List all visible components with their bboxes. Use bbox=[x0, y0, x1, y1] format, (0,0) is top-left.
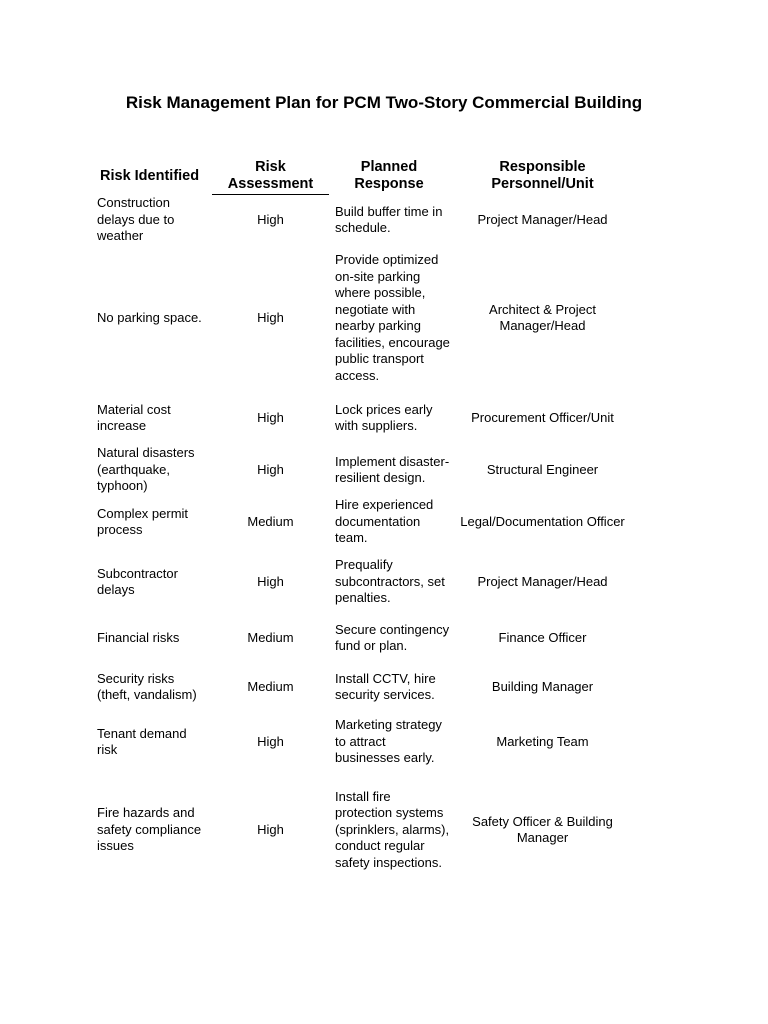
assessment-cell: High bbox=[257, 461, 284, 477]
risk-cell: Construction delays due to weather bbox=[97, 195, 175, 244]
table-row bbox=[92, 195, 652, 245]
table-row bbox=[92, 400, 652, 436]
response-cell: Build buffer time in schedule. bbox=[335, 203, 443, 235]
response-cell: Implement disaster-resilient design. bbox=[335, 453, 450, 485]
table-row bbox=[92, 661, 652, 713]
header-risk-identified: Risk Identified bbox=[100, 168, 200, 184]
personnel-cell: Building Manager bbox=[491, 678, 594, 694]
personnel-cell: Marketing Team bbox=[496, 733, 589, 749]
table-row bbox=[92, 612, 652, 664]
response-cell: Provide optimized on-site parking where possible, negotiate with nearby parking facilities, encourage public transport access. bbox=[335, 252, 450, 383]
response-cell: Install fire protection systems (sprinklers, alarms), conduct regular safety inspections. bbox=[335, 788, 450, 870]
personnel-cell: Procurement Officer/Unit bbox=[471, 409, 614, 425]
assessment-cell: High bbox=[257, 409, 284, 425]
risk-cell: Complex permit process bbox=[97, 505, 189, 537]
header-planned-response: Planned Response bbox=[354, 159, 424, 192]
response-cell: Hire experienced documentation team. bbox=[335, 497, 434, 546]
table-row bbox=[92, 771, 652, 889]
response-cell: Marketing strategy to attract businesses early. bbox=[335, 717, 442, 766]
response-cell: Lock prices early with suppliers. bbox=[335, 401, 433, 433]
risk-cell: Natural disasters (earthquake, typhoon) bbox=[97, 445, 195, 494]
response-cell: Install CCTV, hire security services. bbox=[335, 670, 436, 702]
response-cell: Prequalify subcontractors, set penalties. bbox=[335, 557, 445, 606]
response-cell: Secure contingency fund or plan. bbox=[335, 621, 450, 653]
table-row bbox=[92, 716, 652, 768]
personnel-cell: Architect & Project Manager/Head bbox=[489, 301, 596, 333]
assessment-cell: Medium bbox=[247, 629, 294, 645]
assessment-cell: Medium bbox=[247, 678, 294, 694]
page-title: Risk Management Plan for PCM Two-Story Commercial Building bbox=[125, 93, 643, 112]
assessment-cell: High bbox=[257, 309, 284, 325]
risk-cell: Security risks (theft, vandalism) bbox=[97, 670, 197, 702]
table-row bbox=[92, 444, 652, 496]
table-row bbox=[92, 496, 652, 548]
personnel-cell: Safety Officer & Building Manager bbox=[472, 813, 613, 845]
risk-cell: Subcontractor delays bbox=[97, 565, 178, 597]
risk-cell: Tenant demand risk bbox=[97, 725, 187, 757]
personnel-cell: Project Manager/Head bbox=[477, 211, 608, 227]
risk-cell: Material cost increase bbox=[97, 401, 171, 433]
assessment-cell: High bbox=[257, 733, 284, 749]
personnel-cell: Finance Officer bbox=[498, 629, 587, 645]
personnel-cell: Project Manager/Head bbox=[477, 573, 608, 589]
risk-cell: Financial risks bbox=[97, 629, 180, 645]
risk-cell: No parking space. bbox=[97, 309, 202, 325]
assessment-cell: Medium bbox=[247, 513, 294, 529]
header-responsible-personnel: Responsible Personnel/Unit bbox=[491, 159, 594, 192]
assessment-cell: High bbox=[257, 211, 284, 227]
header-risk-assessment: Risk Assessment bbox=[227, 159, 314, 192]
assessment-cell: High bbox=[257, 821, 284, 837]
table-row bbox=[92, 556, 652, 608]
assessment-cell: High bbox=[257, 573, 284, 589]
risk-cell: Fire hazards and safety compliance issues bbox=[97, 805, 202, 854]
personnel-cell: Structural Engineer bbox=[486, 461, 599, 477]
personnel-cell: Legal/Documentation Officer bbox=[460, 513, 625, 529]
table-row bbox=[92, 242, 652, 394]
